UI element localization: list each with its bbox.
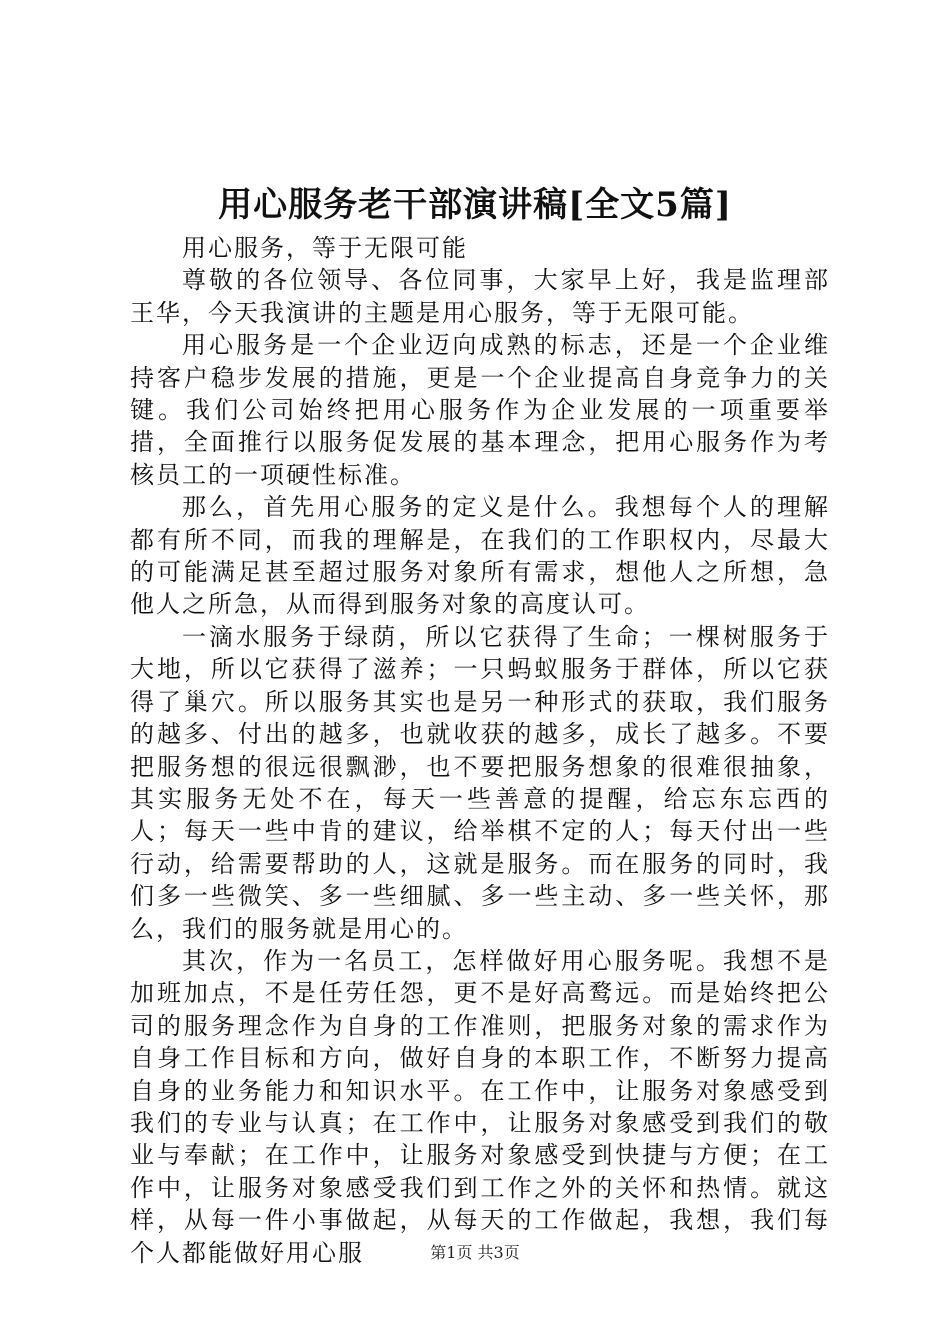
document-body bbox=[130, 232, 830, 1269]
paragraph: 那么，首先用心服务的定义是什么。我想每个人的理解都有所不同，而我的理解是，在我们的工作职权内，尽最大的可能满足甚至超过服务对象所有需求，想他人之所想，急他人之所急，从而得到服务对象的高度认可。 bbox=[130, 493, 830, 619]
paragraph: 尊敬的各位领导、各位同事，大家早上好，我是监理部王华，今天我演讲的主题是用心服务，等于无限可能。 bbox=[130, 266, 830, 327]
paragraph: 用心服务是一个企业迈向成熟的标志，还是一个企业维持客户稳步发展的措施，更是一个企业提高自身竞争力的关键。我们公司始终把用心服务作为企业发展的一项重要举措，全面推行以服务促发展的基本理念，把用心服务作为考核员工的一项硬性标准。 bbox=[130, 331, 830, 489]
paragraph: 其次，作为一名员工，怎样做好用心服务呢。我想不是加班加点，不是任劳任怨，更不是好高鹜远。而是始终把公司的服务理念作为自身的工作准则，把服务对象的需求作为自身工作目标和方向，做好自身的本职工作，不断努力提高自身的业务能力和知识水平。在工作中，让服务对象感受到我们的专业与认真；在工作中，让服务对象感受到我们的敬业与奉献；在工作中，让服务对象感受到快捷与方便；在工作中，让服务对象感受我们到工作之外的关怀和热情。就这样，从每一件小事做起，从每天的工作做起，我想，我们每个人都能做好用心服 bbox=[130, 946, 830, 1267]
document-title: 用心服务老干部演讲稿[全文5篇] bbox=[218, 185, 732, 225]
paragraph: 一滴水服务于绿荫，所以它获得了生命；一棵树服务于大地，所以它获得了滋养；一只蚂蚁服务于群体，所以它获得了巢穴。所以服务其实也是另一种形式的获取，我们服务的越多、付出的越多，也就收获的越多，成长了越多。不要把服务想的很远很飘渺，也不要把服务想象的很难很抽象，其实服务无处不在，每天一些善意的提醒，给忘东忘西的人；每天一些中肯的建议，给举棋不定的人；每天付出一些行动，给需要帮助的人，这就是服务。而在服务的同时，我们多一些微笑、多一些细腻、多一些主动、多一些关怀，那么，我们的服务就是用心的。 bbox=[130, 622, 830, 943]
page-number-footer: 第1页 共3页 bbox=[430, 1243, 520, 1262]
paragraph-subtitle: 用心服务，等于无限可能 bbox=[182, 234, 468, 262]
